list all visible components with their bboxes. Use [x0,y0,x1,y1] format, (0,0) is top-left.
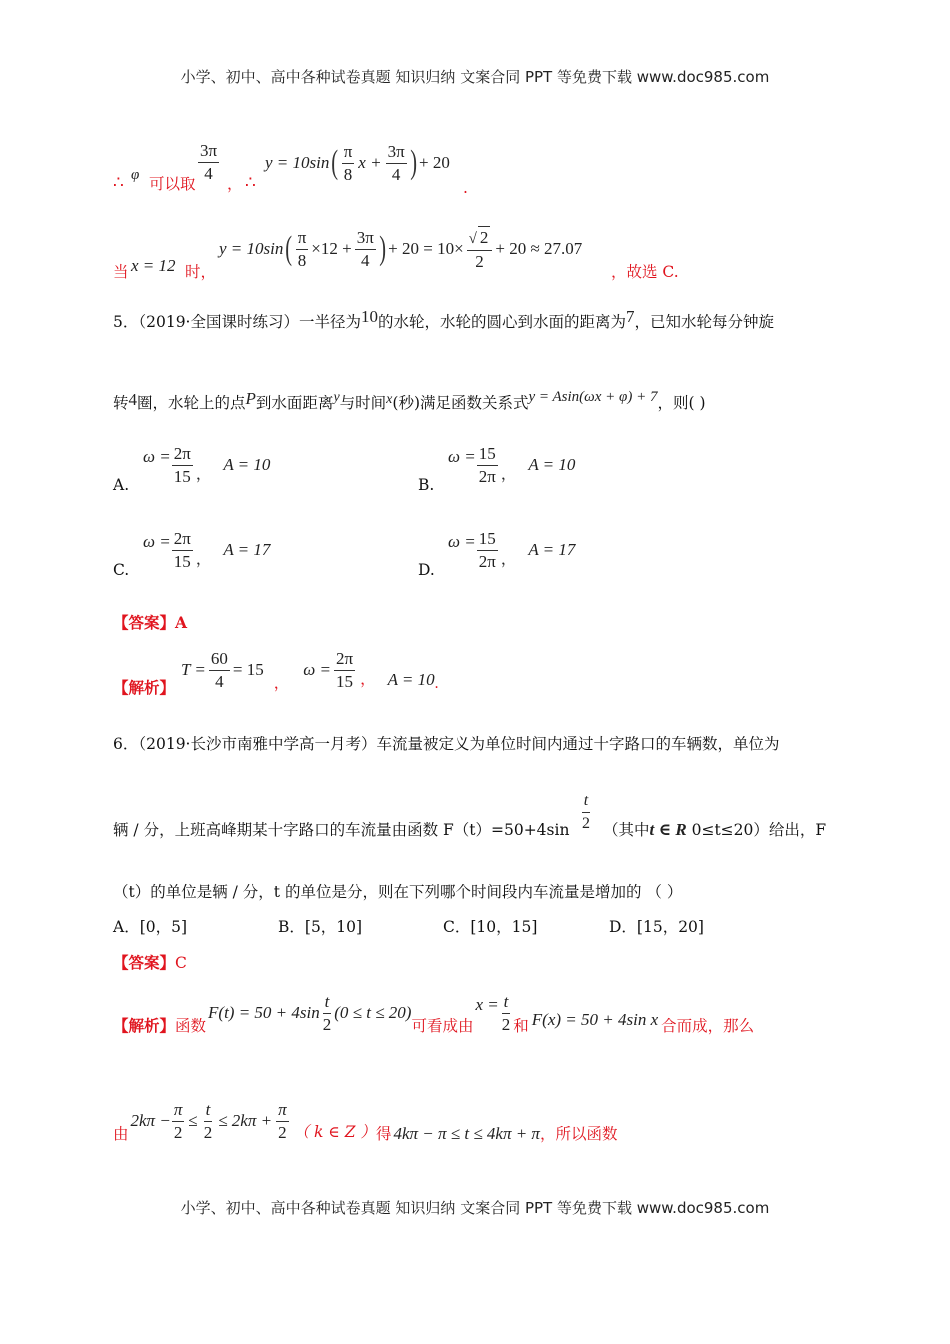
fraction-numerator: t [582,790,590,813]
option-math [143,440,270,490]
q6-text-a: 辆 / 分，上班高峰期某十字路口的车流量由函数 F（t）=50+4sin [113,821,570,839]
phi-symbol: φ [131,167,140,183]
period-rhs: = 15 [232,660,264,679]
q6-option-c: C．[10，15] [443,918,538,936]
equation-domain: (0 ≤ t ≤ 20) [334,1003,412,1022]
q5-line-1 [113,307,775,332]
conclusion-text: ，故选 C. [611,263,679,281]
answer-label: 【答案】 [113,953,176,972]
fraction-numerator: π [342,141,355,164]
fraction-denominator: 15 [173,466,191,486]
f-x-equation: F(x) = 50 + 4sin x [531,1010,659,1029]
fraction-numerator: 3π [355,227,376,250]
analysis-label: 【解析】 [113,1016,176,1035]
ineq-part-a: 2kπ − [130,1111,171,1130]
fraction-denominator: 4 [391,164,401,184]
q5-distance: 7 [626,307,635,326]
q5-text-a: 5．（2019·全国课时练习）一半径为 [113,313,361,331]
separator: ， [360,671,376,688]
q5-text-c: ，已知水轮每分钟旋 [634,313,775,331]
omega-fraction [477,443,498,488]
q6-fraction-t-2 [580,790,592,835]
right-paren: ) [409,144,417,181]
equation-mid: x + [358,153,382,172]
option-label: C. [113,561,130,579]
therefore-symbol-2: ∴ [245,173,256,193]
separator: ， [195,551,212,568]
fraction-numerator: t [502,991,511,1014]
fraction-numerator: t [323,991,332,1014]
amplitude: A = 10 [223,455,271,474]
omega-fraction [334,648,355,693]
equation-mid: ×12 + [311,239,352,258]
footer-banner: 小学、初中、高中各种试卷真题 知识归纳 文案合同 PPT 等免费下载 www.doc985.com [180,1199,770,1217]
q5-formula: y = Asin(ωx + φ) + 7 [528,389,658,405]
option-label: A. [113,476,130,494]
shi-text: 时， [185,263,217,281]
q6-condition [603,820,826,840]
fraction-pi-8 [296,227,309,272]
equation-lhs: y = 10sin [219,239,284,258]
fraction-3pi-4 [386,141,407,186]
omega-lhs: ω = [143,447,171,466]
fraction-denominator: 2 [173,1122,183,1142]
fraction-denominator: 4 [204,164,213,183]
fraction-denominator: 2 [582,815,590,832]
q6-line-1: 6．（2019·长沙市南雅中学高一月考）车流量被定义为单位时间内通过十字路口的车辆数，单位为 [113,735,780,753]
omega-fraction [477,528,498,573]
q6-option-a: A．[0，5] [113,918,188,936]
analysis-text-d: 合而成，那么 [661,1017,755,1035]
fraction-numerator: 15 [477,528,498,551]
fraction-numerator: π [172,1099,185,1122]
fraction-denominator: 8 [297,250,307,270]
sqrt-symbol: √ [468,230,477,247]
ineq-part-b: ≤ 2kπ + [218,1111,273,1130]
q5-text-f: 到水面距离 [255,394,334,412]
fraction-numerator: 60 [209,648,230,671]
q6-analysis-line-2 [113,1098,617,1148]
q5-line-2 [113,389,706,415]
analysis-text-c: ，所以函数 [539,1125,618,1143]
omega-lhs: ω = [143,532,171,551]
fraction-t-2 [202,1099,215,1144]
q5-radius: 10 [361,307,378,326]
analysis-label: 【解析】 [113,678,176,697]
q5-turns: 4 [128,390,138,409]
equation-tail: + 20 ≈ 27.07 [495,239,583,258]
period-fraction [209,648,230,693]
answer-value: A [175,613,188,632]
q5-xvar: x [386,392,393,407]
fraction-denominator: 8 [343,164,353,184]
right-paren: ) [379,230,386,267]
separator: ， [195,466,212,483]
fraction-denominator: 2 [501,1014,511,1034]
x-equals-12: x = 12 [131,256,176,275]
equation-mid-2: + 20 = 10× [388,239,464,258]
prev-text: 可以取 [149,175,196,193]
fraction-t-2 [500,991,513,1036]
q5-text-g: 与时间 [339,394,387,412]
fraction-denominator: 2π [478,466,496,486]
left-paren: ( [285,230,293,267]
q6-answer [113,953,187,973]
period-lhs: T = [181,660,206,679]
option-label: B. [418,476,435,494]
answer-value: C [175,954,187,972]
amplitude: A = 17 [223,540,271,559]
equation-y [265,140,450,186]
analysis-text-a: 函数 [175,1017,207,1035]
fraction-denominator: 15 [336,671,354,691]
equation-lhs: F(t) = 50 + 4sin [208,1003,320,1022]
analysis-text-b: 可看成由 [411,1017,474,1035]
equation-evaluation [219,224,582,274]
q6-analysis-line-1 [113,990,754,1040]
phi-value-fraction [198,140,219,185]
analysis-text-c: 和 [513,1017,529,1035]
fraction-pi-2 [172,1099,185,1144]
x-substitution [475,990,513,1036]
fraction-denominator: 4 [361,250,370,270]
option-math [448,440,575,490]
header-banner: 小学、初中、高中各种试卷真题 知识归纳 文案合同 PPT 等免费下载 www.doc985.com [180,68,770,86]
equation-lhs: y = 10sin [265,153,330,172]
analysis-text-a: 由 [113,1125,129,1143]
omega-lhs: ω = [448,532,476,551]
left-paren: ( [331,144,339,181]
option-math [448,525,575,575]
answer-label: 【答案】 [113,613,176,632]
fraction-numerator: 3π [386,141,407,164]
separator: ， [273,675,290,692]
separator: ， [500,551,517,568]
fraction-denominator: 2π [478,551,496,571]
q5-text-h: (秒)满足函数关系式 [392,394,529,412]
fraction-numerator: 3π [198,140,219,163]
q6-text-c: 0≤t≤20）给出，F [691,821,827,839]
fraction-3pi-4 [355,227,376,272]
q5-text-d: 转 [113,394,129,412]
therefore-symbol: ∴ [113,173,124,193]
fraction-denominator: 2 [475,251,484,271]
q6-option-d: D．[15，20] [609,918,704,936]
t-inequality: 4kπ − π ≤ t ≤ 4kπ + π [393,1124,540,1143]
q5-text-e: 圈，水轮上的点 [137,394,246,412]
x-lhs: x = [475,995,499,1014]
q5-text-i: ，则( ) [657,394,706,412]
when-text: 当 [113,263,129,281]
fraction-sqrt2-2 [467,226,493,273]
less-equal: ≤ [188,1111,198,1130]
omega-fraction [172,443,193,488]
equation-tail: + 20 [418,153,450,172]
period: . [463,179,468,197]
comma: ， [227,175,243,193]
fraction-numerator: π [296,227,309,250]
q6-option-b: B．[5，10] [278,918,363,936]
analysis-text-b: 得 [375,1125,392,1143]
fraction-numerator: 15 [477,443,498,466]
fraction-t-2 [321,991,334,1036]
amplitude: A = 17 [528,540,576,559]
q6-line-3: （t）的单位是辆 / 分，t 的单位是分，则在下列哪个时间段内车流量是增加的 （ ） [113,883,683,901]
separator: ， [500,466,517,483]
fraction-denominator: 2 [203,1122,213,1142]
analysis-math [181,645,439,695]
period: . [434,675,439,692]
omega-lhs: ω = [448,447,476,466]
fraction-numerator: t [204,1099,213,1122]
fraction-denominator: 4 [215,671,224,691]
q5-yvar: y [333,390,340,405]
q5-point: P [245,389,256,408]
fraction-pi-8 [342,141,355,186]
fraction-denominator: 2 [322,1014,332,1034]
option-label: D. [418,561,435,579]
fraction-denominator: 2 [278,1122,287,1142]
q6-cond-math: t ∈ R [649,820,687,839]
fraction-numerator: 2π [172,528,193,551]
f-t-equation [208,990,411,1036]
k-in-z: （ k ∈ Z ） [293,1123,376,1141]
inequality [131,1098,290,1144]
amplitude: A = 10 [528,455,576,474]
q6-text-b: （其中 [603,821,650,839]
fraction-numerator: 2π [334,648,355,671]
q5-text-b: 的水轮，水轮的圆心到水面的距离为 [378,313,627,331]
fraction-pi-2 [276,1099,289,1144]
q5-answer [113,613,187,633]
fraction-numerator: π [276,1099,289,1122]
omega-fraction [172,528,193,573]
fraction-numerator: 2π [172,443,193,466]
amplitude: A = 10 [387,670,435,689]
omega-lhs: ω = [303,660,331,679]
option-math [143,525,270,575]
fraction-denominator: 15 [173,551,191,571]
fraction-numerator: 2 [479,227,489,247]
